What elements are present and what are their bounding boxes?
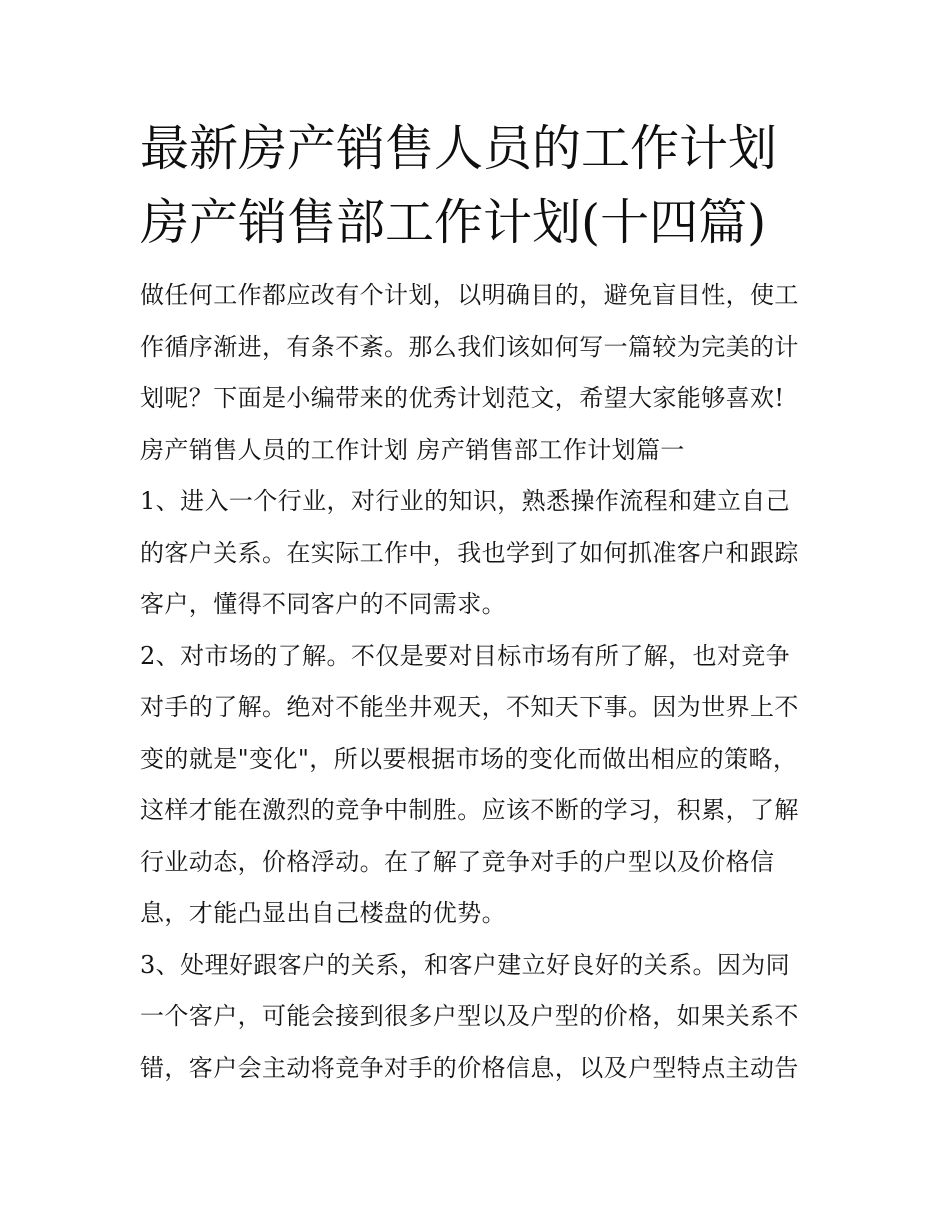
body-line: 对手的了解。绝对不能坐井观天，不知天下事。因为世界上不 [140, 693, 799, 721]
body-line: 客户，懂得不同客户的不同需求。 [140, 590, 506, 618]
body-line: 错，客户会主动将竞争对手的价格信息，以及户型特点主动告 [140, 1053, 799, 1082]
body-line: 1、进入一个行业，对行业的知识，熟悉操作流程和建立自己 [140, 487, 791, 515]
document-content [140, 112, 820, 1094]
title-line-2: 房产销售部工作计划(十四篇) [140, 194, 767, 251]
body-line: 划呢？下面是小编带来的优秀计划范文，希望大家能够喜欢! [140, 384, 785, 412]
body-line: 行业动态，价格浮动。在了解了竞争对手的户型以及价格信 [140, 847, 775, 876]
title-line-1: 最新房产销售人员的工作计划 [140, 120, 778, 177]
document-body [140, 270, 820, 1094]
body-line: 2、对市场的了解。不仅是要对目标市场有所了解，也对竞争 [140, 641, 791, 670]
body-line: 做任何工作都应改有个计划，以明确目的，避免盲目性，使工 [140, 281, 799, 309]
body-line: 作循序渐进，有条不紊。那么我们该如何写一篇较为完美的计 [140, 332, 799, 361]
section-heading: 房产销售人员的工作计划 房产销售部工作计划篇一 [140, 435, 685, 464]
body-line: 这样才能在激烈的竞争中制胜。应该不断的学习，积累，了解 [140, 796, 799, 824]
body-line: 变的就是"变化"，所以要根据市场的变化而做出相应的策略， [140, 744, 798, 773]
body-line: 息，才能凸显出自己楼盘的优势。 [140, 899, 506, 927]
body-line: 3、处理好跟客户的关系，和客户建立好良好的关系。因为同 [140, 950, 791, 979]
document-title [140, 112, 820, 260]
body-line: 的客户关系。在实际工作中，我也学到了如何抓准客户和跟踪 [140, 538, 799, 567]
body-line: 一个客户，可能会接到很多户型以及户型的价格，如果关系不 [140, 1002, 799, 1030]
